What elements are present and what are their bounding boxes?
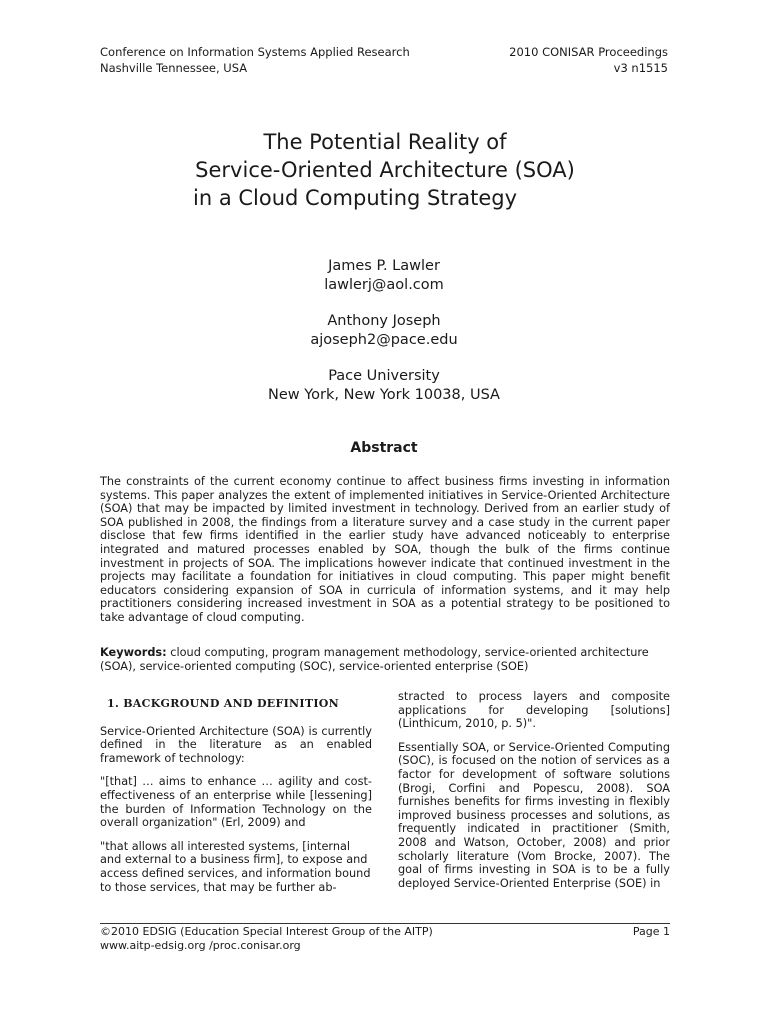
affiliation [100,367,668,405]
keywords-text: cloud computing, program management methodology, service-oriented architecture (SOA), service-oriented computing (SOC), service-oriented enterprise (SOE) [100,646,649,673]
conference-location: Nashville Tennessee, USA [100,61,248,75]
title-line-3: in a Cloud Computing Strategy [193,186,517,210]
running-header-left [100,44,410,76]
keywords-label: Keywords: [100,646,167,659]
left-column [100,690,372,904]
quote: "[that] … aims to enhance … agility and cost-effectiveness of an enterprise while [lessening] the burden of Information Technology on the overall organization" (Erl, 2009) and [100,775,372,830]
right-column [398,690,670,900]
title-line-2: Service-Oriented Architecture (SOA) [195,158,575,182]
affiliation-address: New York, New York 10038, USA [268,387,500,403]
footer-url: www.aitp-edsig.org /proc.conisar.org [100,939,301,952]
footer-row [100,924,670,939]
volume-number: v3 n1515 [613,61,668,75]
conference-name: Conference on Information Systems Applied Research [100,45,410,59]
page-footer [100,923,670,953]
paragraph: Service-Oriented Architecture (SOA) is currently defined in the literature as an enabled framework of technology: [100,724,372,765]
author-2 [100,312,668,350]
author-email: lawlerj@aol.com [324,277,444,293]
paragraph: stracted to process layers and composite applications for developing [solutions] (Linthicum, 2010, p. 5)". [398,690,670,731]
keywords [100,646,670,673]
paper-title [100,128,670,212]
paragraph: Essentially SOA, or Service-Oriented Computing (SOC), is focused on the notion of services as a factor for development of software solutions (Brogi, Corfini and Popescu, 2008). SOA furnishes benefits for firms investing in flexibly improved business processes and solutions, as frequently indicated in practitioner (Smith, 2008 and Watson, October, 2008) and prior scholarly literature (Vom Brocke, 2007). The goal of firms investing in SOA is to be a fully deployed Service-Oriented Enterprise (SOE) in [398,740,670,890]
page-number: Page 1 [632,925,670,938]
abstract-text: The constraints of the current economy continue to affect business firms investing in information systems. This paper analyzes the extent of implemented initiatives in Service-Oriented Architecture (SOA) that may be impacted by limited investment in technology. Derived from an earlier study of SOA published in 2008, the findings from a literature survey and a case study in the current paper disclose that few firms identified in the earlier study have advanced noticeably to enterprise integrated and matured processes enabled by SOA, though the bulk of the firms continue investment in projects of SOA. The implications however indicate that continued investment in the projects may facilitate a foundation for initiatives in cloud computing. This paper might benefit educators considering expansion of SOA in curricula of information systems, and it may help practitioners considering increased investment in SOA as a potential strategy to be positioned to take advantage of cloud computing. [100,475,670,624]
abstract-heading: Abstract [350,440,418,456]
footer-copyright: ©2010 EDSIG (Education Special Interest Group of the AITP) [100,925,433,938]
section-heading: 1. BACKGROUND AND DEFINITION [107,697,339,710]
author-name: Anthony Joseph [327,313,441,329]
quote: "that allows all interested systems, [internal and external to a business firm], to expose and access defined services, and information bound to those services, that may be further ab- [100,839,371,894]
author-1 [100,257,668,295]
proceedings-name: 2010 CONISAR Proceedings [509,45,668,59]
title-line-1: The Potential Reality of [263,130,507,154]
author-email: ajoseph2@pace.edu [310,332,458,348]
author-list [100,257,668,422]
affiliation-name: Pace University [328,368,440,384]
author-name: James P. Lawler [328,258,440,274]
running-header-right [509,44,668,76]
